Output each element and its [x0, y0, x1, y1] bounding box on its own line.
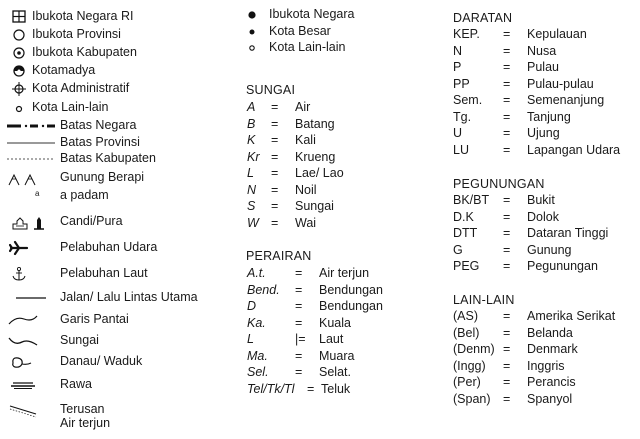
temple-icon — [6, 214, 56, 229]
abbr-definition: Ujung — [527, 126, 560, 140]
abbr-term: U — [453, 126, 463, 140]
abbr-definition: Bendungan — [319, 299, 383, 313]
abbr-term: (Ingg) — [453, 358, 486, 373]
abbr-definition: Belanda — [527, 325, 573, 340]
legend-label: Batas Kabupaten — [60, 151, 156, 165]
abbr-equals: = — [503, 126, 511, 140]
abbr-term: (Span) — [453, 391, 491, 406]
abbr-term: L — [247, 166, 254, 180]
abbr-term: PP — [453, 76, 470, 91]
abbr-equals: = — [503, 259, 511, 273]
small-ring-icon — [245, 40, 259, 55]
abbr-equals: = — [271, 100, 279, 114]
legend-label: Ibukota Negara RI — [32, 9, 134, 23]
abbr-equals: = — [503, 375, 511, 389]
legend-label: Kota Lain-lain — [32, 100, 109, 114]
abbr-definition: Wai — [295, 215, 317, 230]
abbr-definition: Air — [295, 100, 311, 114]
legend-label: Ibukota Provinsi — [32, 27, 121, 41]
abbr-term: K — [247, 133, 256, 147]
abbr-term: G — [453, 242, 463, 257]
abbr-equals: = — [271, 133, 279, 147]
anchor-icon — [6, 266, 32, 281]
airplane-icon — [6, 240, 32, 255]
abbr-equals: = — [503, 358, 511, 373]
abbr-definition: Laut — [319, 332, 344, 346]
abbr-equals: = — [503, 325, 511, 340]
abbr-definition: Bendungan — [319, 282, 383, 297]
abbr-equals: = — [503, 60, 511, 74]
abbr-term: (Per) — [453, 375, 481, 389]
abbr-definition: Selat. — [319, 365, 351, 379]
legend-label: Kotamadya — [32, 63, 96, 77]
abbr-term: (Bel) — [453, 325, 480, 340]
abbr-equals: = — [503, 309, 511, 323]
legend-label-line2: Air terjun — [60, 416, 111, 430]
dash-dot-line-icon — [6, 118, 56, 133]
abbr-definition: Noil — [295, 182, 317, 197]
square-grid-icon — [6, 9, 32, 24]
abbr-equals: = — [271, 166, 279, 180]
abbr-definition: Dolok — [527, 209, 559, 224]
legend-row — [6, 402, 216, 434]
abbr-term: (AS) — [453, 309, 478, 323]
legend-label: Candi/Pura — [60, 214, 123, 228]
legend-label: Pelabuhan Laut — [60, 266, 148, 280]
abbr-equals: = — [503, 391, 511, 406]
abbr-term: (Denm) — [453, 342, 495, 356]
abbr-definition: Inggris — [527, 358, 565, 373]
abbr-definition: Kepulauan — [527, 27, 587, 41]
abbr-equals: = — [271, 182, 279, 197]
abbr-term: L — [247, 332, 254, 346]
abbr-equals: = — [503, 226, 511, 240]
abbr-term: D — [247, 299, 257, 313]
abbr-equals: = — [503, 142, 511, 157]
abbr-term: P — [453, 60, 462, 74]
abbr-term: B — [247, 116, 256, 131]
abbr-definition: Lapangan Udara — [527, 142, 621, 157]
abbr-equals: = — [503, 93, 511, 107]
abbr-equals: |= — [295, 332, 306, 346]
abbr-equals: = — [295, 266, 303, 280]
abbr-equals: = — [503, 193, 511, 207]
legend-label: Sungai — [60, 333, 99, 347]
section-title-lainlain: LAIN-LAIN — [453, 293, 515, 307]
section-title-daratan: DARATAN — [453, 11, 513, 25]
legend-label: Batas Negara — [60, 118, 137, 132]
abbr-term: KEP. — [453, 27, 480, 41]
abbr-definition: Bukit — [527, 193, 555, 207]
abbr-definition: Amerika Serikat — [527, 309, 616, 323]
abbr-definition: Spanyol — [527, 391, 573, 406]
abbr-term: LU — [453, 142, 469, 157]
legend-label: Danau/ Waduk — [60, 354, 143, 368]
abbr-definition: Lae/ Lao — [295, 166, 344, 180]
abbr-definition: Krueng — [295, 149, 336, 164]
abbr-term: Sem. — [453, 93, 483, 107]
abbr-definition: Semenanjung — [527, 93, 605, 107]
abbr-equals: = — [295, 365, 303, 379]
abbr-equals: = — [503, 242, 511, 257]
abbr-definition: Tanjung — [527, 109, 571, 124]
abbr-equals: = — [503, 43, 511, 58]
legend-label: Batas Provinsi — [60, 135, 140, 149]
legend-row — [6, 170, 216, 204]
abbr-definition: Denmark — [527, 342, 578, 356]
legend-label: Kota Besar — [269, 24, 331, 38]
abbr-term: Bend. — [247, 282, 280, 297]
abbr-term: W — [247, 215, 259, 230]
abbr-equals: = — [307, 381, 315, 396]
legend-label: Pelabuhan Udara — [60, 240, 158, 254]
abbr-equals: = — [503, 27, 511, 41]
legend-label: Jalan/ Lalu Lintas Utama — [60, 290, 198, 304]
abbr-equals: = — [503, 342, 511, 356]
abbr-equals: = — [271, 199, 279, 213]
half-filled-circle-icon — [6, 63, 32, 78]
abbr-definition: Pegunungan — [527, 259, 598, 273]
abbr-definition: Pulau-pulau — [527, 76, 594, 91]
abbr-term: N — [453, 43, 463, 58]
river-icon — [6, 333, 40, 348]
crosshair-circle-icon — [6, 81, 32, 96]
abbr-term: N — [247, 182, 257, 197]
legend-sub-label: a — [35, 189, 40, 198]
abbr-equals: = — [271, 215, 279, 230]
abbr-definition: Teluk — [321, 381, 351, 396]
legend-label: Ibukota Kabupaten — [32, 45, 137, 59]
abbr-equals: = — [295, 315, 303, 330]
abbr-term: A — [247, 100, 256, 114]
abbr-equals: = — [503, 76, 511, 91]
legend-label: Ibukota Negara — [269, 7, 355, 21]
abbr-definition: Pulau — [527, 60, 559, 74]
abbr-definition: Gunung — [527, 242, 572, 257]
abbr-term: D.K — [453, 209, 474, 224]
legend-label: Gunung Berapi — [60, 170, 145, 184]
abbr-definition: Nusa — [527, 43, 557, 58]
legend-label: Kota Lain-lain — [269, 40, 346, 54]
dotted-line-icon — [6, 151, 56, 166]
coastline-icon — [6, 312, 40, 327]
abbr-equals: = — [503, 109, 511, 124]
section-title-sungai: SUNGAI — [246, 83, 296, 97]
swamp-icon — [6, 377, 40, 392]
abbr-definition: Dataran Tinggi — [527, 226, 609, 240]
abbr-definition: Kuala — [319, 315, 351, 330]
abbr-term: Tel/Tk/Tl — [247, 381, 295, 396]
legend-label-line2: a padam — [60, 188, 109, 202]
thin-line-icon — [6, 135, 56, 150]
road-line-icon — [6, 290, 56, 305]
abbr-term: BK/BT — [453, 193, 490, 207]
small-circle-icon — [6, 100, 32, 115]
abbr-term: PEG — [453, 259, 480, 273]
legend-label: Garis Pantai — [60, 312, 129, 326]
abbr-term: Tg. — [453, 109, 472, 124]
abbr-definition: Air terjun — [319, 266, 370, 280]
abbr-term: S — [247, 199, 256, 213]
large-dot-icon — [245, 7, 259, 22]
abbr-term: Kr — [247, 149, 260, 164]
abbr-term: Sel. — [247, 365, 269, 379]
dotted-circle-icon — [6, 45, 32, 60]
open-circle-icon — [6, 27, 32, 42]
section-title-pegunungan: PEGUNUNGAN — [453, 177, 545, 191]
abbr-term: Ma. — [247, 348, 268, 363]
abbr-definition: Perancis — [527, 375, 576, 389]
legend-label: Kota Administratif — [32, 81, 130, 95]
abbr-equals: = — [295, 282, 303, 297]
section-title-perairan: PERAIRAN — [246, 249, 312, 263]
abbr-equals: = — [295, 348, 303, 363]
canal-icon — [6, 402, 40, 420]
abbr-definition: Batang — [295, 116, 335, 131]
abbr-equals: = — [271, 116, 279, 131]
legend-label: Rawa — [60, 377, 92, 391]
abbr-definition: Sungai — [295, 199, 334, 213]
medium-dot-icon — [245, 24, 259, 39]
abbr-equals: = — [271, 149, 279, 164]
abbr-definition: Kali — [295, 133, 316, 147]
abbr-equals: = — [503, 209, 511, 224]
abbr-term: Ka. — [247, 315, 266, 330]
abbr-term: A.t. — [247, 266, 266, 280]
abbr-definition: Muara — [319, 348, 355, 363]
legend-label: Terusan — [60, 402, 105, 416]
lake-icon — [6, 354, 40, 369]
abbr-term: DTT — [453, 226, 478, 240]
abbr-equals: = — [295, 299, 303, 313]
